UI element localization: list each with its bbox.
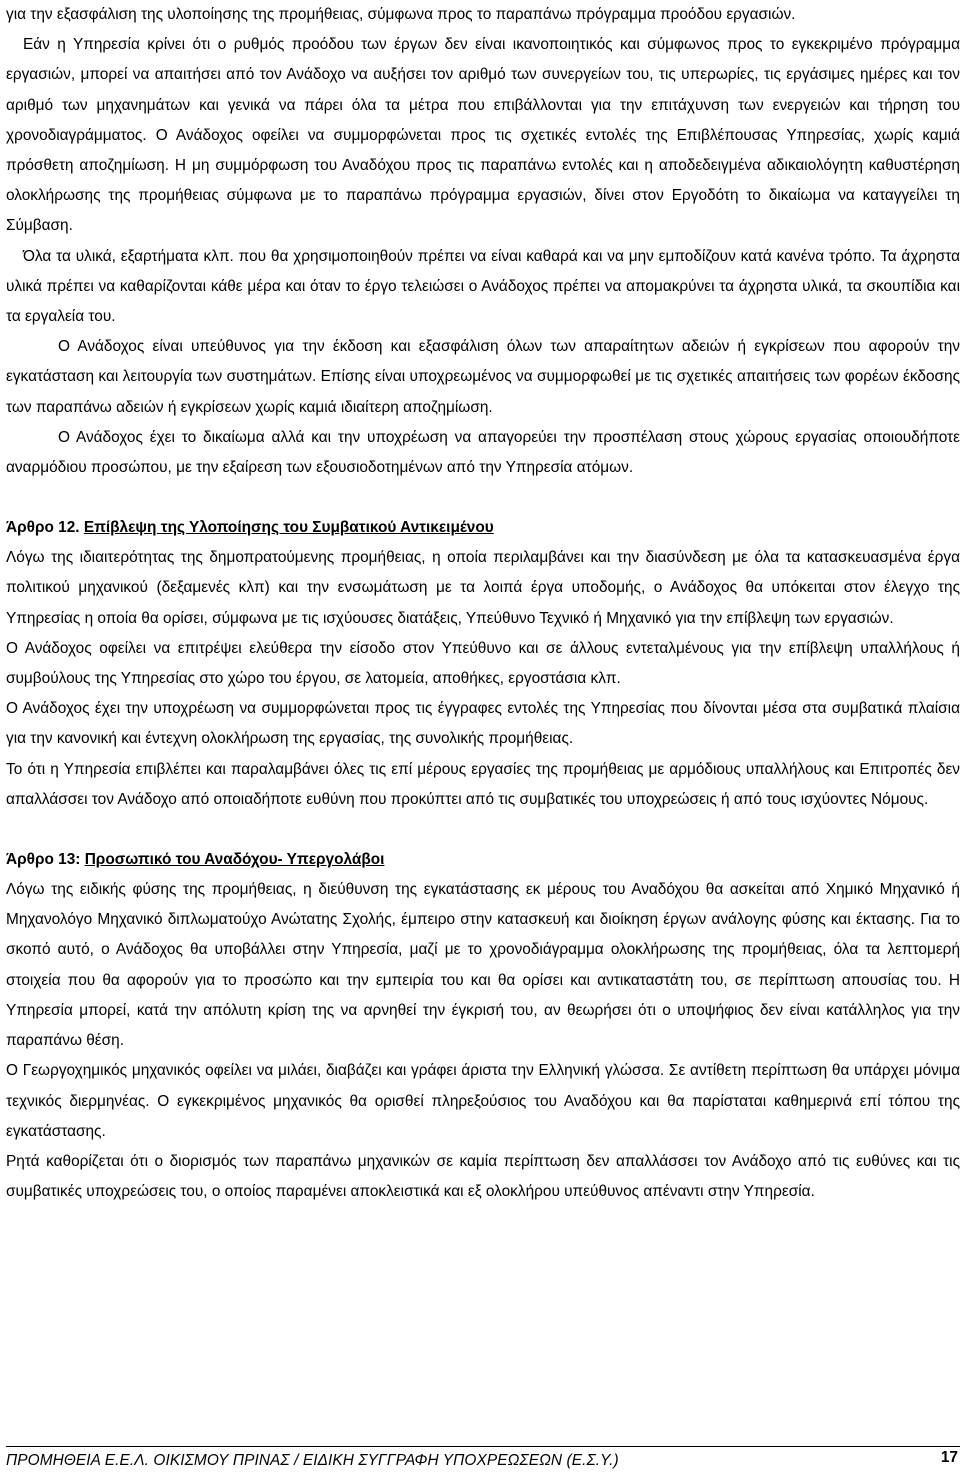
paragraph: Ο Ανάδοχος είναι υπεύθυνος για την έκδοση και εξασφάλιση όλων των απαραίτητων αδειών ή εγκρίσεων που αφορούν την εγκατάσταση και λειτουργία των συστημάτων. Επίσης είναι υποχρεωμένος να συμμορφωθεί με τις σχετικές απαιτήσεις των φορέων έκδοσης των παραπάνω αδειών ή εγκρίσεων χωρίς καμιά ιδιαίτερη αποζημίωση. xyxy=(6,338,960,416)
footer-title: ΠΡΟΜΗΘΕΙΑ Ε.Ε.Λ. ΟΙΚΙΣΜΟΥ ΠΡΙΝΑΣ / ΕΙΔΙΚΗ ΣΥΓΓΡΑΦΗ ΥΠΟΧΡΕΩΣΕΩΝ (Ε.Σ.Υ.) xyxy=(6,1452,619,1469)
document-page xyxy=(6,0,960,1207)
paragraph: Ο Ανάδοχος οφείλει να επιτρέψει ελεύθερα την είσοδο στον Υπεύθυνο και σε άλλους εντεταλμένους για την επίβλεψη υπαλλήλους ή συμβούλους της Υπηρεσίας στο χώρο του έργου, σε λατομεία, αποθήκες, εργοστάσια κλπ. xyxy=(6,639,960,688)
paragraph: για την εξασφάλιση της υλοποίησης της προμήθειας, σύμφωνα προς το παραπάνω πρόγραμμα προόδου εργασιών. xyxy=(6,6,796,23)
paragraph: Όλα τα υλικά, εξαρτήματα κλπ. που θα χρησιμοποιηθούν πρέπει να είναι καθαρά και να μην εμποδίζουν κατά κανένα τρόπο. Τα άχρηστα υλικά πρέπει να καθαρίζονται κάθε μέρα και όταν το έργο τελειώσει ο Ανάδοχος πρέπει να απομακρύνει τα άχρηστα υλικά, τα σκουπίδια και τα εργαλεία του. xyxy=(6,247,960,326)
article-12-number: Άρθρο 12. xyxy=(6,519,80,537)
page-footer xyxy=(6,1446,960,1472)
paragraph: Ο Ανάδοχος έχει το δικαίωμα αλλά και την υποχρέωση να απαγορεύει την προσπέλαση στους χώρους εργασίας οποιουδήποτε αναρμόδιου προσώπου, με την εξαίρεση των εξουσιοδοτημένων από την Υπηρεσία ατόμων. xyxy=(6,428,960,477)
article-13-number: Άρθρο 13: xyxy=(6,851,81,869)
paragraph: Λόγω της ειδικής φύσης της προμήθειας, η διεύθυνση της εγκατάστασης εκ μέρους του Αναδόχου θα ασκείται από Χημικό Μηχανικό ή Μηχανολόγο Μηχανικό διπλωματούχο Ανώτατης Σχολής, έμπειρο στην κατασκευή και διοίκηση έργων ανάλογης φύσης και έκτασης. Για το σκοπό αυτό, ο Ανάδοχος θα υποβάλλει στην Υπηρεσία, μαζί με το χρονοδιάγραμμα ολοκλήρωσης της προμήθειας, όλα τα λεπτομερή στοιχεία που θα αφορούν για το προσώπο και την εμπειρία του και θα ορίσει και αντικαταστάτη του, σε περίπτωση απουσίας του. Η Υπηρεσία μπορεί, κατά την απόλυτη κρίση της να αρνηθεί την έγκρισή του, αν θεωρήσει ότι ο υποψήφιος δεν είναι κατάλληλος για την παραπάνω θέση. xyxy=(6,881,960,1050)
paragraph: Ο Ανάδοχος έχει την υποχρέωση να συμμορφώνεται προς τις έγγραφες εντολές της Υπηρεσίας που δίνονται μέσα στα συμβατικά πλαίσια για την κανονική και έντεχνη ολοκλήρωση της εργασίας, της συνολικής προμήθειας. xyxy=(6,700,960,748)
paragraph: Λόγω της ιδιαιτερότητας της δημοπρατούμενης προμήθειας, η οποία περιλαμβάνει και την διασύνδεση με όλα τα κατασκευασμένα έργα πολιτικού μηχανικού (δεξαμενές κλπ) και την ενσωμάτωση με τα λοιπά έργα υποδομής, ο Ανάδοχος θα υπόκειται στον έλεγχο της Υπηρεσίας η οποία θα ορίσει, σύμφωνα με τις ισχύουσες διατάξεις, Υπεύθυνο Τεχνικό ή Μηχανικό για την επίβλεψη των εργασιών. xyxy=(6,549,960,627)
paragraph: Ρητά καθορίζεται ότι ο διορισμός των παραπάνω μηχανικών σε καμία περίπτωση δεν απαλλάσσει τον Ανάδοχο από τις ευθύνες και τις συμβατικές υποχρεώσεις του, ο οποίος παραμένει αποκλειστικά και εξ ολοκλήρου υπεύθυνος απέναντι στην Υπηρεσία. xyxy=(6,1152,960,1201)
page-number: 17 xyxy=(940,1449,958,1466)
paragraph: Το ότι η Υπηρεσία επιβλέπει και παραλαμβάνει όλες τις επί μέρους εργασίες της προμήθειας με αρμόδιους υπαλλήλους και Επιτροπές δεν απαλλάσσει τον Ανάδοχο από οποιαδήποτε ευθύνη που προκύπτει από τις συμβατικές του υποχρεώσεις ή από τους ισχύοντες Νόμους. xyxy=(6,760,960,808)
article-12-title: Επίβλεψη της Υλοποίησης του Συμβατικού Αντικειμένου xyxy=(83,519,494,537)
footer-divider xyxy=(6,1446,960,1447)
article-12-heading xyxy=(6,513,960,543)
paragraph: Ο Γεωργοχημικός μηχανικός οφείλει να μιλάει, διαβάζει και γράφει άριστα την Ελληνική γλώσσα. Σε αντίθετη περίπτωση θα υπάρχει μόνιμα τεχνικός διερμηνέας. Ο εγκεκριμένος μηχανικός θα ορισθεί πληρεξούσιος του Αναδόχου και θα παρίσταται καθημερινά επί τόπου της εγκατάστασης. xyxy=(6,1062,960,1140)
article-13-title: Προσωπικό του Αναδόχου- Υπεργολάβοι xyxy=(84,851,385,869)
article-13-heading xyxy=(6,845,960,875)
paragraph: Εάν η Υπηρεσία κρίνει ότι ο ρυθμός προόδου των έργων δεν είναι ικανοποιητικός και σύμφωνος προς το εγκεκριμένο πρόγραμμα εργασιών, μπορεί να απαιτήσει από τον Ανάδοχο να αυξήσει τον αριθμό των συνεργείων του, τις υπερωρίες, τις εργάσιμες ημέρες και τον αριθμό των μηχανημάτων και γενικά να πάρει όλα τα μέτρα που επιβάλλονται για την επιτάχυνση των ενεργειών και τήρηση του χρονοδιαγράμματος. Ο Ανάδοχος οφείλει να συμμορφώνεται προς τις σχετικές εντολές της Επιβλέπουσας Υπηρεσίας, χωρίς καμιά πρόσθετη αποζημίωση. Η μη συμμόρφωση του Αναδόχου προς τις παραπάνω εντολές και η αποδεδειγμένα αδικαιολόγητη καθυστέρηση ολοκλήρωσης της προμήθειας σύμφωνα με το παραπάνω πρόγραμμα εργασιών, δίνει στον Εργοδότη το δικαίωμα να καταγγείλει τη Σύμβαση. xyxy=(6,36,960,235)
